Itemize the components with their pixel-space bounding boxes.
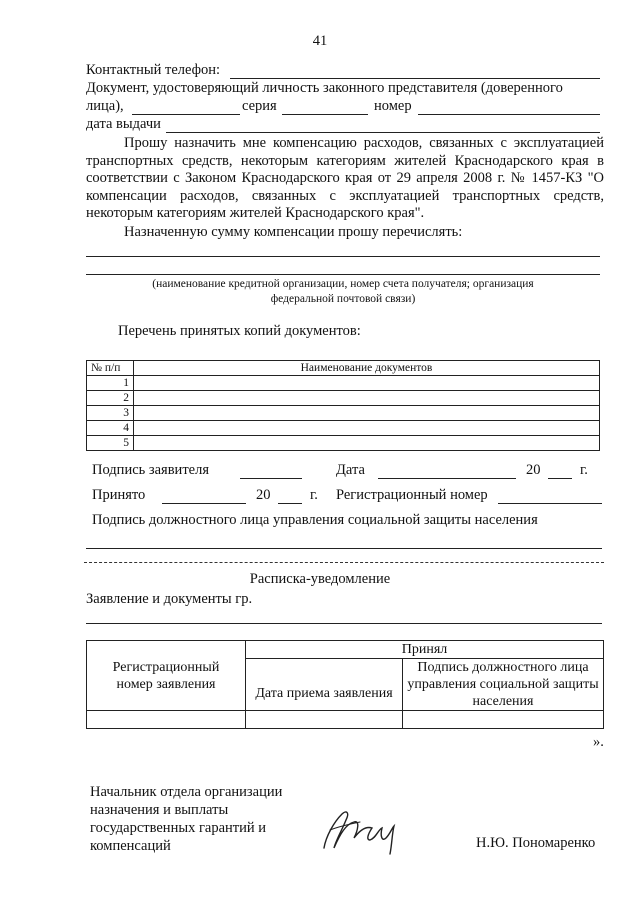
id-doc-prefix: лица), [86, 98, 124, 114]
receipt-col-reg: Регистрационный номер заявления [87, 641, 246, 711]
docs-col-name: Наименование документов [134, 361, 600, 376]
reg-number-field[interactable] [498, 503, 602, 504]
docs-title: Перечень принятых копий документов: [118, 323, 361, 339]
accepted-year-field[interactable] [278, 503, 302, 504]
date-label: Дата [336, 462, 365, 478]
accepted-year-suffix: г. [310, 487, 318, 503]
table-row [87, 391, 600, 406]
series-field[interactable] [282, 114, 368, 115]
year-suffix: г. [580, 462, 588, 478]
table-row [87, 406, 600, 421]
doc-name-cell[interactable] [134, 421, 600, 436]
doc-name-cell[interactable] [134, 436, 600, 451]
receipt-name-field[interactable] [86, 623, 602, 624]
receipt-date-cell[interactable] [246, 711, 403, 729]
series-label: серия [242, 98, 277, 114]
receipt-title: Расписка-уведомление [249, 571, 391, 587]
row-num: 1 [87, 376, 134, 391]
number-label: номер [374, 98, 412, 114]
official-signature-label: Подпись должностного лица управления социальной защиты населения [92, 512, 538, 528]
accepted-year-prefix: 20 [256, 487, 271, 503]
receipt-signature-cell[interactable] [403, 711, 604, 729]
receipt-closing: ». [593, 734, 604, 750]
row-num: 3 [87, 406, 134, 421]
position-line-4: компенсаций [90, 838, 171, 854]
contact-phone-field[interactable] [230, 78, 600, 79]
number-field[interactable] [418, 114, 600, 115]
receipt-col-date: Дата приема заявления [246, 659, 403, 711]
applicant-signature-label: Подпись заявителя [92, 462, 209, 478]
doc-name-cell[interactable] [134, 391, 600, 406]
receipt-table [86, 640, 604, 729]
page-number: 41 [312, 33, 328, 49]
applicant-signature-field[interactable] [240, 478, 302, 479]
receipt-subtitle: Заявление и документы гр. [86, 591, 253, 607]
contact-phone-label: Контактный телефон: [86, 62, 221, 78]
signer-name: Н.Ю. Пономаренко [476, 835, 596, 851]
position-line-2: назначения и выплаты [90, 802, 229, 818]
issue-date-field[interactable] [166, 132, 600, 133]
id-doc-line1: Документ, удостоверяющий личность законного представителя (доверенного [86, 80, 563, 96]
issue-date-label: дата выдачи [86, 116, 161, 132]
reg-number-label: Регистрационный номер [336, 487, 488, 503]
accepted-label: Принято [92, 487, 146, 503]
docs-header-row [87, 361, 600, 376]
bank-field-2[interactable] [86, 274, 600, 275]
table-row [87, 421, 600, 436]
official-signature-field[interactable] [86, 548, 602, 549]
receipt-col-accepted: Принял [246, 641, 604, 659]
id-doc-type-field[interactable] [132, 114, 240, 115]
accepted-date-field[interactable] [162, 503, 246, 504]
receipt-header-row [87, 641, 604, 659]
handwritten-signature [320, 800, 402, 862]
table-row [87, 436, 600, 451]
receipt-fill-row [87, 711, 604, 729]
position-line-3: государственных гарантий и [90, 820, 267, 836]
docs-table [86, 360, 600, 451]
row-num: 2 [87, 391, 134, 406]
transfer-line: Назначенную сумму компенсации прошу перечислять: [124, 224, 463, 240]
receipt-col-signature: Подпись должностного лица управления социальной защиты населения [403, 659, 604, 711]
year-field[interactable] [548, 478, 572, 479]
bank-field-1[interactable] [86, 256, 600, 257]
table-row [87, 376, 600, 391]
row-num: 5 [87, 436, 134, 451]
doc-name-cell[interactable] [134, 376, 600, 391]
docs-col-num: № п/п [87, 361, 134, 376]
footer-position [90, 783, 282, 855]
receipt-reg-cell[interactable] [87, 711, 246, 729]
date-field[interactable] [378, 478, 516, 479]
position-line-1: Начальник отдела организации [90, 784, 283, 800]
doc-name-cell[interactable] [134, 406, 600, 421]
bank-hint-2: федеральной почтовой связи) [270, 293, 416, 305]
year-prefix: 20 [526, 462, 541, 478]
request-paragraph: Прошу назначить мне компенсацию расходов, связанных с эксплуатацией транспортных средств, некоторым категориям жителей Краснодарского края в соответствии с Законом Краснодарского края от 29 апреля 2008 г. № 1457-КЗ "О компенсации расходов, связанных с эксплуатацией транспортных средств, некоторым категориям жителей Краснодарского края". [86, 135, 604, 221]
bank-hint-1: (наименование кредитной организации, номер счета получателя; организация [152, 278, 534, 290]
cut-line [84, 562, 604, 563]
row-num: 4 [87, 421, 134, 436]
